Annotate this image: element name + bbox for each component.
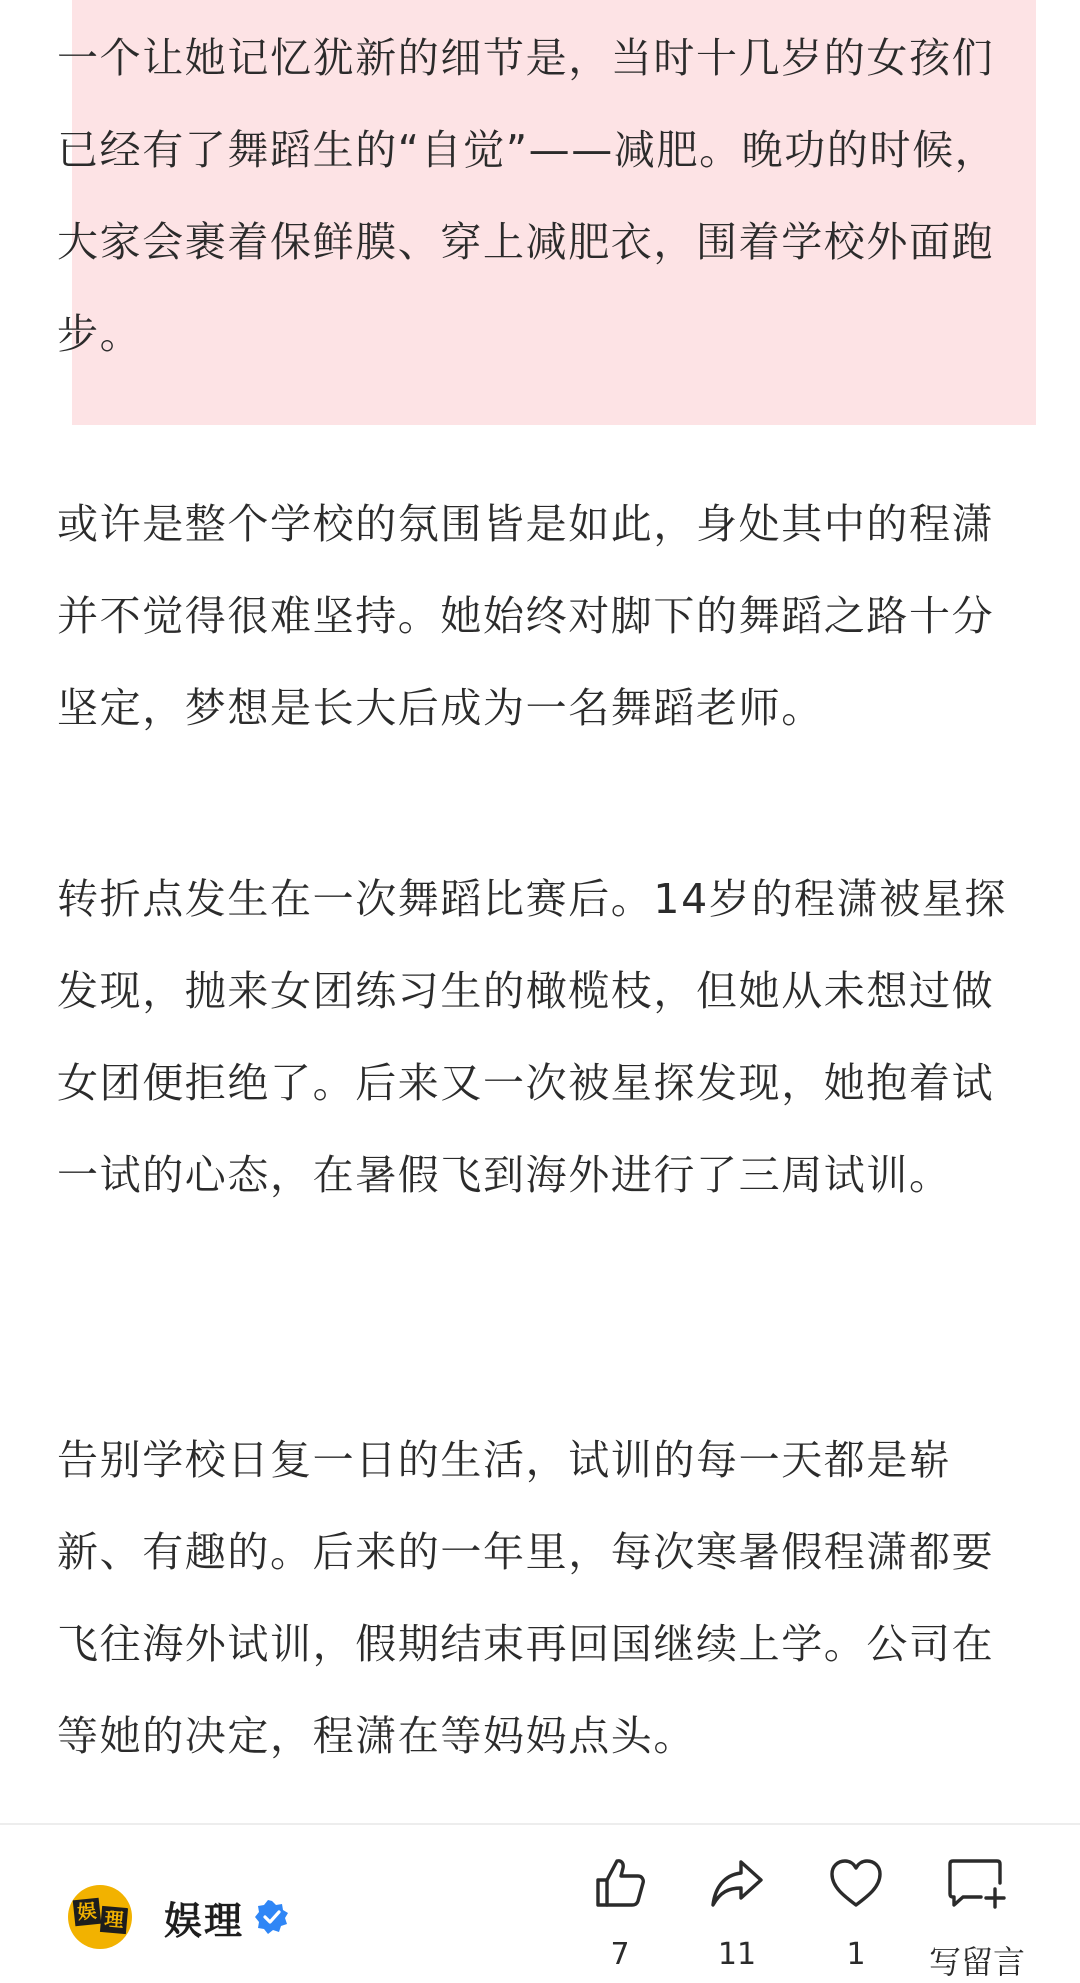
bottom-action-bar bbox=[0, 1823, 1080, 1983]
like-count: 7 bbox=[610, 1937, 630, 1972]
heart-icon bbox=[826, 1853, 886, 1913]
comment-button[interactable] bbox=[922, 1853, 1032, 1981]
paragraph-4: 告别学校日复一日的生活，试训的每一天都是崭新、有趣的。后来的一年里，每次寒暑假程潇都要飞往海外试训，假期结束再回国继续上学。公司在等她的决定，程潇在等妈妈点头。 bbox=[57, 1436, 995, 1760]
account-info[interactable] bbox=[68, 1882, 290, 1952]
comment-label: 写留言 bbox=[928, 1943, 1025, 1981]
verified-badge-icon bbox=[254, 1899, 290, 1935]
favorite-button[interactable] bbox=[801, 1853, 911, 1973]
account-name[interactable]: 娱理 bbox=[164, 1898, 245, 1943]
thumbs-up-icon bbox=[590, 1853, 650, 1913]
share-icon bbox=[707, 1853, 767, 1913]
share-button[interactable] bbox=[682, 1853, 792, 1973]
paragraph-3: 转折点发生在一次舞蹈比赛后。14岁的程潇被星探发现，抛来女团练习生的橄榄枝，但她从未想过做女团便拒绝了。后来又一次被星探发现，她抱着试一试的心态，在暑假飞到海外进行了三周试训。 bbox=[57, 875, 1007, 1199]
share-count: 11 bbox=[717, 1937, 757, 1972]
avatar-text-2: 理 bbox=[100, 1906, 128, 1934]
favorite-count: 1 bbox=[846, 1937, 866, 1972]
like-button[interactable] bbox=[565, 1853, 675, 1973]
comment-plus-icon bbox=[945, 1853, 1009, 1913]
paragraph-1: 一个让她记忆犹新的细节是，当时十几岁的女孩们已经有了舞蹈生的“自觉”——减肥。晚功的时候，大家会裹着保鲜膜、穿上减肥衣，围着学校外面跑步。 bbox=[57, 34, 998, 358]
paragraph-2: 或许是整个学校的氛围皆是如此，身处其中的程潇并不觉得很难坚持。她始终对脚下的舞蹈之路十分坚定，梦想是长大后成为一名舞蹈老师。 bbox=[57, 500, 995, 732]
avatar[interactable] bbox=[68, 1885, 132, 1949]
avatar-text-1: 娱 bbox=[73, 1898, 102, 1927]
